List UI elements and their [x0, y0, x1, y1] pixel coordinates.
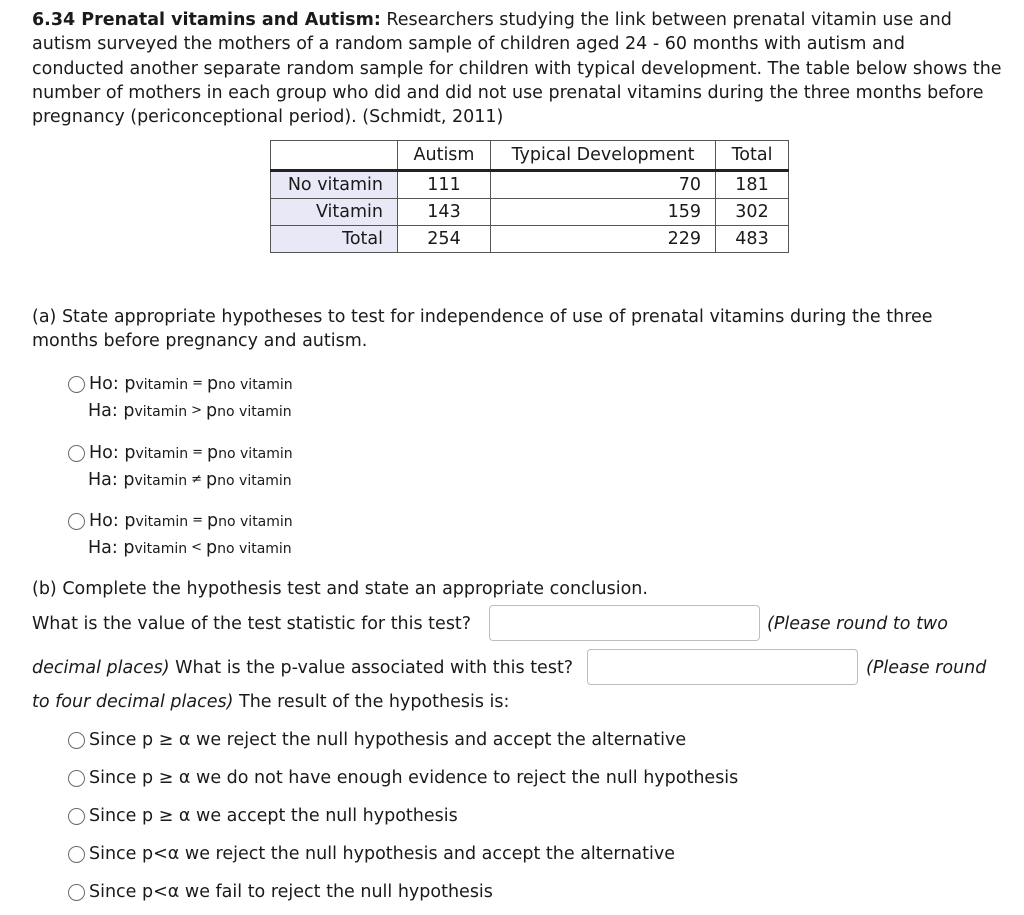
row-label: Total	[271, 226, 398, 253]
radio-button[interactable]	[68, 732, 85, 749]
problem-text: Researchers studying the link between prenatal vitamin use and autism surveyed the mothers of a random sample of children aged 24 - 60 months with autism and conducted another separate random sample for children with typical development. The table below shows the number of mothers in each group who did and did not use prenatal vitamins during the three months before pregnancy (periconceptional period). (Schmidt, 2011)	[32, 10, 1002, 128]
ha-label: Ha:	[88, 401, 118, 421]
result-label: Since p ≥ α we reject the null hypothesis and accept the alternative	[89, 730, 687, 750]
table-cell: 143	[398, 199, 491, 226]
problem-title: 6.34 Prenatal vitamins and Autism:	[32, 10, 381, 30]
result-option-1[interactable]	[68, 730, 686, 750]
p-symbol: p	[206, 470, 218, 490]
subscript: no vitamin	[218, 377, 293, 393]
p-symbol: p	[206, 538, 218, 558]
p-symbol: p	[207, 443, 219, 463]
table-corner-cell	[271, 141, 398, 171]
part-b-prompt: (b) Complete the hypothesis test and state an appropriate conclusion.	[32, 579, 648, 599]
subscript: no vitamin	[217, 404, 292, 420]
row-label: Vitamin	[271, 199, 398, 226]
round-two-note-cont: decimal places)	[32, 658, 170, 678]
relation-symbol: =	[192, 376, 204, 391]
radio-button[interactable]	[68, 770, 85, 787]
relation-symbol: =	[192, 445, 204, 460]
ha-label: Ha:	[88, 470, 118, 490]
radio-button[interactable]	[68, 884, 85, 901]
relation-symbol: ≠	[191, 472, 203, 487]
p-symbol: p	[206, 401, 218, 421]
p-symbol: p	[124, 374, 136, 394]
ha-label: Ha:	[88, 538, 118, 558]
table-row	[271, 199, 789, 226]
hypothesis-option-3[interactable]	[68, 507, 293, 561]
table-header-typical: Typical Development	[491, 141, 716, 171]
p-value-question: What is the p-value associated with this test?	[169, 658, 574, 678]
table-cell: 159	[491, 199, 716, 226]
result-label: Since p ≥ α we do not have enough evidence to reject the null hypothesis	[89, 768, 739, 788]
row-label: No vitamin	[271, 171, 398, 199]
ho-label: Ho:	[89, 374, 119, 394]
radio-button[interactable]	[68, 513, 85, 530]
subscript: no vitamin	[218, 514, 293, 530]
p-symbol: p	[207, 511, 219, 531]
table-row	[271, 226, 789, 253]
subscript: vitamin	[135, 514, 189, 530]
result-label: Since p<α we reject the null hypothesis and accept the alternative	[89, 844, 675, 864]
p-symbol: p	[124, 511, 136, 531]
table-cell: 181	[716, 171, 789, 199]
p-symbol: p	[123, 538, 135, 558]
p-symbol: p	[124, 443, 136, 463]
table-header-total: Total	[716, 141, 789, 171]
subscript: no vitamin	[217, 541, 292, 557]
test-statistic-question: What is the value of the test statistic for this test?	[32, 614, 472, 634]
ho-label: Ho:	[89, 443, 119, 463]
radio-button[interactable]	[68, 846, 85, 863]
relation-symbol: >	[191, 403, 203, 418]
table-row	[271, 171, 789, 199]
part-a-prompt: (a) State appropriate hypotheses to test for independence of use of prenatal vitamins during the three months before pregnancy and autism.	[32, 307, 933, 351]
result-question: The result of the hypothesis is:	[233, 692, 510, 712]
subscript: vitamin	[135, 377, 189, 393]
p-symbol: p	[123, 470, 135, 490]
relation-symbol: <	[191, 540, 203, 555]
hypothesis-option-2[interactable]	[68, 439, 293, 493]
subscript: vitamin	[134, 473, 188, 489]
round-four-note-cont: to four decimal places)	[32, 692, 234, 712]
table-cell: 302	[716, 199, 789, 226]
subscript: vitamin	[134, 541, 188, 557]
subscript: no vitamin	[218, 446, 293, 462]
result-label: Since p ≥ α we accept the null hypothesis	[89, 806, 458, 826]
result-option-3[interactable]	[68, 806, 458, 826]
result-label: Since p<α we fail to reject the null hypothesis	[89, 882, 493, 902]
relation-symbol: =	[192, 513, 204, 528]
radio-button[interactable]	[68, 808, 85, 825]
problem-intro	[32, 8, 1002, 129]
subscript: vitamin	[135, 446, 189, 462]
p-symbol: p	[207, 374, 219, 394]
radio-button[interactable]	[68, 376, 85, 393]
contingency-table	[270, 140, 789, 253]
round-four-note: (Please round	[866, 658, 987, 678]
test-statistic-input[interactable]	[489, 605, 760, 641]
ho-label: Ho:	[89, 511, 119, 531]
round-two-note: (Please round to two	[767, 614, 948, 634]
table-cell: 483	[716, 226, 789, 253]
table-cell: 111	[398, 171, 491, 199]
table-cell: 70	[491, 171, 716, 199]
table-header-row	[271, 141, 789, 171]
result-option-4[interactable]	[68, 844, 675, 864]
radio-button[interactable]	[68, 445, 85, 462]
subscript: no vitamin	[217, 473, 292, 489]
result-option-5[interactable]	[68, 882, 493, 902]
result-option-2[interactable]	[68, 768, 738, 788]
table-cell: 254	[398, 226, 491, 253]
p-symbol: p	[123, 401, 135, 421]
p-value-input[interactable]	[587, 649, 858, 685]
table-cell: 229	[491, 226, 716, 253]
table-header-autism: Autism	[398, 141, 491, 171]
hypothesis-option-1[interactable]	[68, 370, 293, 424]
subscript: vitamin	[134, 404, 188, 420]
